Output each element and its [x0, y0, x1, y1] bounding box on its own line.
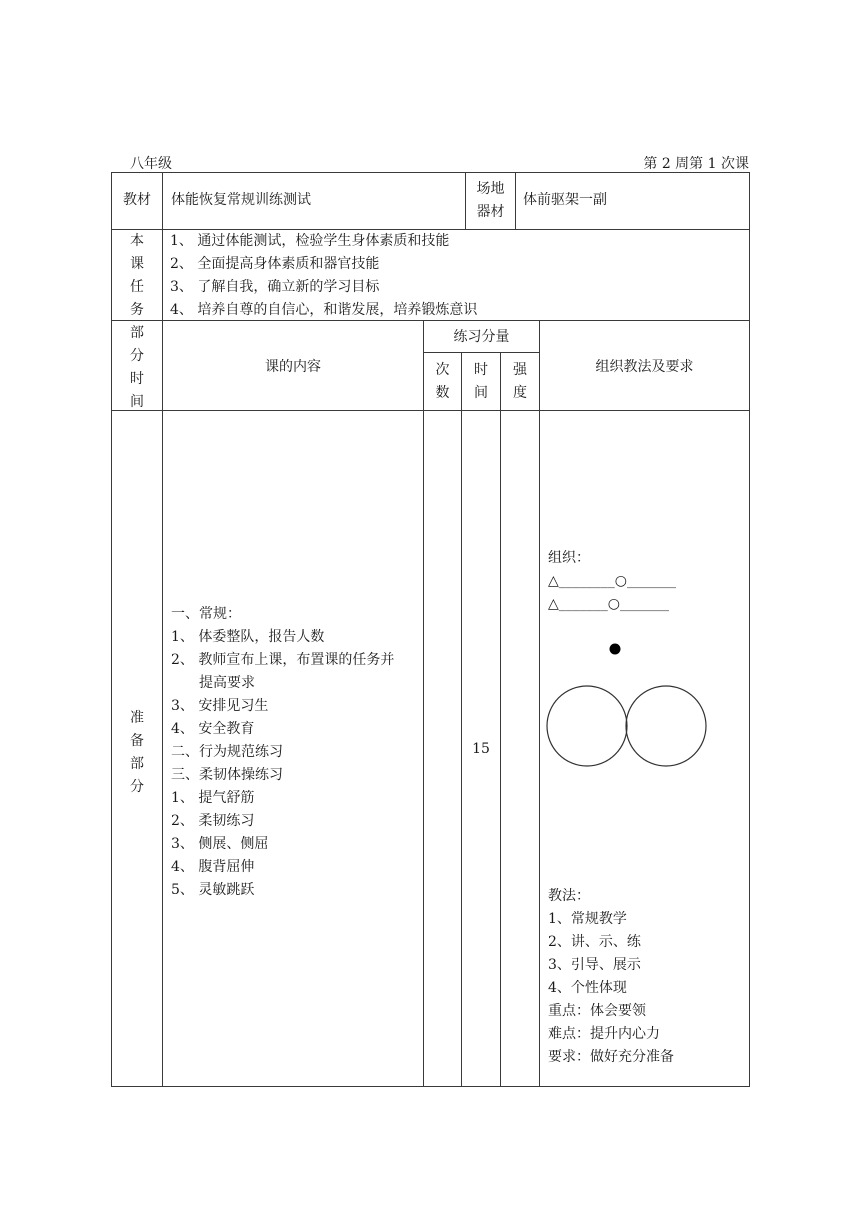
formation-line: △________○_______ — [548, 573, 676, 589]
content-line: 提高要求 — [199, 675, 255, 691]
task-item: 4、 培养自尊的自信心，和谐发展，培养锻炼意识 — [170, 302, 478, 318]
method-line: 重点：体会要领 — [548, 1003, 646, 1019]
content-line: 一、常规： — [171, 606, 241, 622]
intensity-header: 强 度 — [513, 362, 527, 401]
method-line: 4、个性体现 — [548, 980, 627, 996]
content-line: 4、 腹背屈伸 — [171, 859, 255, 875]
formation-diagram — [540, 630, 749, 780]
task-item: 1、 通过体能测试，检验学生身体素质和技能 — [170, 233, 450, 249]
time-header: 时 间 — [474, 362, 488, 401]
method-line: 3、引导、展示 — [548, 957, 641, 973]
week-label: 第 2 周第 1 次课 — [643, 156, 749, 172]
content-line: 4、 安全教育 — [171, 721, 255, 737]
prep-time-value: 15 — [472, 741, 490, 757]
formation-line: △_______○_______ — [548, 596, 669, 612]
content-line: 二、行为规范练习 — [171, 744, 283, 760]
content-line: 2、 教师宣布上课，布置课的任务并 — [171, 652, 395, 668]
content-line: 5、 灵敏跳跃 — [171, 882, 255, 898]
content-line: 1、 提气舒筋 — [171, 790, 255, 806]
material-label: 教材 — [123, 192, 151, 208]
grade-label: 八年级 — [130, 156, 172, 172]
teacher-dot — [610, 644, 621, 655]
method-block — [548, 885, 674, 1069]
left-circle — [547, 686, 627, 766]
method-line: 要求：做好充分准备 — [548, 1049, 674, 1065]
method-line: 1、常规教学 — [548, 911, 627, 927]
task-item: 2、 全面提高身体素质和器官技能 — [170, 256, 380, 272]
method-line: 教法： — [548, 888, 590, 904]
right-circle — [626, 686, 706, 766]
content-line: 1、 体委整队，报告人数 — [171, 629, 325, 645]
count-header: 次 数 — [435, 362, 450, 401]
content-line: 3、 侧展、侧屈 — [171, 836, 269, 852]
method-header: 组织教法及要求 — [595, 359, 694, 375]
content-line: 2、 柔韧练习 — [171, 813, 255, 829]
content-line: 3、 安排见习生 — [171, 698, 269, 714]
tasks-list — [170, 230, 477, 322]
prep-label: 准 备 部 分 — [130, 710, 144, 795]
organization-block — [548, 547, 676, 616]
venue-value: 体前驱架一副 — [523, 192, 607, 208]
task-item: 3、 了解自我，确立新的学习目标 — [170, 279, 380, 295]
prep-content — [171, 603, 394, 902]
material-value: 体能恢复常规训练测试 — [171, 192, 311, 208]
content-line: 三、柔韧体操练习 — [171, 767, 283, 783]
tasks-label: 本 课 任 务 — [130, 233, 144, 318]
venue-label: 场地 器材 — [476, 181, 505, 220]
part-time-header: 部 分 时 间 — [130, 325, 144, 410]
organization-label: 组织： — [548, 550, 590, 566]
method-line: 2、讲、示、练 — [548, 934, 641, 950]
content-header: 课的内容 — [265, 359, 321, 375]
method-line: 难点：提升内心力 — [548, 1026, 660, 1042]
amount-header: 练习分量 — [453, 329, 510, 345]
